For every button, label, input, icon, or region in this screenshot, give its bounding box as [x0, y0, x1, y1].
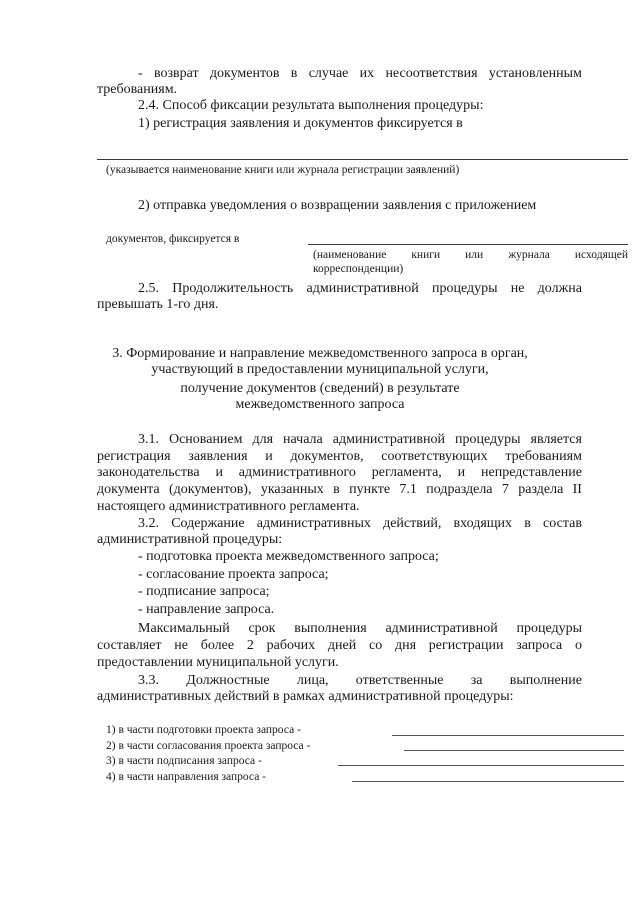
word: 2: [246, 638, 254, 653]
word: установленным: [488, 66, 582, 81]
word: раздела: [518, 482, 564, 497]
word: должна: [537, 281, 582, 296]
word: административной: [306, 281, 419, 296]
word: регистрации: [428, 638, 504, 653]
word: документов,: [290, 449, 364, 464]
blank-line-part-1[interactable]: [392, 735, 624, 736]
word: -: [138, 66, 143, 81]
list-item: - подписание запроса;: [138, 584, 270, 599]
word: в: [333, 482, 340, 497]
word: не: [510, 281, 525, 296]
para-3-1-line4: [97, 482, 582, 498]
list-item: - направление запроса.: [138, 602, 275, 617]
word: 2.5.: [138, 281, 159, 296]
word: административных: [256, 516, 371, 531]
note-journal-name: (указывается наименование книги или журнала регистрации заявлений): [106, 164, 460, 176]
word: не: [174, 638, 188, 653]
para-3-3-line1: [138, 673, 582, 689]
section-3-heading-line2: участвующий в предоставлении муниципальной услуги,: [151, 362, 489, 377]
para-3-1-line3: [97, 465, 582, 481]
list-item: - согласование проекта запроса;: [138, 567, 329, 582]
para-3-2-line2: административной процедуры:: [97, 532, 283, 547]
word: Продолжительность: [172, 281, 294, 296]
para-max-term-line3: предоставлении муниципальной услуги.: [97, 655, 339, 670]
section-3-heading-line1: 3. Формирование и направление межведомственного запроса в орган,: [112, 346, 528, 361]
word: их: [359, 66, 375, 81]
list-item: - подготовка проекта межведомственного запроса;: [138, 549, 439, 564]
responsible-part-4: 4) в части направления запроса -: [106, 771, 267, 783]
word: действий,: [383, 516, 442, 531]
word: II: [572, 482, 582, 497]
word: начала: [283, 432, 323, 447]
word: ответственные: [355, 673, 444, 688]
word: возврат: [153, 66, 199, 81]
word: выполнение: [509, 673, 582, 688]
note-correspondence-cont: корреспонденции): [313, 263, 404, 275]
word: 3.1.: [138, 432, 159, 447]
word: заявления: [188, 449, 248, 464]
word: пункте: [349, 482, 391, 497]
word: состав: [543, 516, 582, 531]
word: Основанием: [168, 432, 243, 447]
word: лица,: [296, 673, 329, 688]
section-3-heading-line4: межведомственного запроса: [235, 397, 405, 412]
word: процедуры: [431, 281, 498, 296]
word: (документов),: [168, 482, 252, 497]
word: за: [470, 673, 483, 688]
blank-line-correspondence[interactable]: [308, 244, 628, 245]
subheading-2-4: 2.4. Способ фиксации результата выполнения процедуры:: [138, 98, 484, 113]
line-duration-cont: превышать 1-го дня.: [97, 297, 219, 312]
word: более: [200, 638, 235, 653]
word: процедуры: [516, 621, 582, 636]
word: выполнения: [294, 621, 367, 636]
word: регламента,: [371, 465, 442, 480]
word: 3.3.: [138, 673, 159, 688]
word: (наименование: [313, 249, 387, 261]
word: регистрация: [97, 449, 171, 464]
line-duration: [138, 281, 582, 297]
word: 7.1: [399, 482, 417, 497]
word: срок: [248, 621, 276, 636]
word: запроса: [516, 638, 563, 653]
word: исходящей: [574, 249, 628, 261]
word: со: [368, 638, 383, 653]
word: дней: [327, 638, 357, 653]
word: является: [530, 432, 582, 447]
word: о: [574, 638, 582, 653]
blank-line-journal[interactable]: [97, 159, 628, 160]
blank-line-part-2[interactable]: [404, 750, 624, 751]
word: или: [465, 249, 484, 261]
word: 3.2.: [138, 516, 159, 531]
word: несоответствия: [385, 66, 478, 81]
word: входящих: [453, 516, 513, 531]
word: книги: [411, 249, 441, 261]
blank-line-part-3[interactable]: [338, 765, 624, 766]
word: журнала: [508, 249, 550, 261]
word: 7: [501, 482, 509, 497]
word: указанных: [260, 482, 324, 497]
word: и: [457, 465, 466, 480]
word: и: [215, 465, 223, 480]
responsible-part-2: 2) в части согласования проекта запроса -: [106, 740, 311, 752]
word: в: [524, 516, 531, 531]
word: случае: [308, 66, 349, 81]
line-documents-recorded: документов, фиксируется в: [106, 233, 240, 245]
para-3-2-line1: [138, 516, 582, 532]
word: процедуры: [454, 432, 521, 447]
para-3-1-line2: [97, 449, 582, 465]
line-requirements: требованиям.: [97, 82, 178, 97]
word: документов: [209, 66, 280, 81]
word: административной: [385, 621, 498, 636]
note-correspondence: [313, 249, 628, 262]
line-return-documents: [138, 66, 582, 82]
word: соответствующих: [381, 449, 488, 464]
word: дня: [394, 638, 417, 653]
word: составляет: [97, 638, 162, 653]
word: рабочих: [266, 638, 316, 653]
word: непредставление: [481, 465, 582, 480]
word: административного: [238, 465, 356, 480]
word: для: [252, 432, 274, 447]
para-max-term-line2: [97, 638, 582, 654]
line-notice-sending: 2) отправка уведомления о возвращении заявления с приложением: [138, 198, 537, 213]
word: законодательства: [97, 465, 200, 480]
word: документа: [97, 482, 160, 497]
para-3-1-line1: [138, 432, 582, 448]
word: подраздела: [426, 482, 493, 497]
word: требованиям: [505, 449, 582, 464]
blank-line-part-4[interactable]: [352, 781, 624, 782]
word: и: [265, 449, 273, 464]
section-3-heading-line3: получение документов (сведений) в результате: [180, 381, 460, 396]
word: Должностные: [186, 673, 270, 688]
word: административной: [332, 432, 445, 447]
para-max-term-line1: [138, 621, 582, 637]
responsible-part-1: 1) в части подготовки проекта запроса -: [106, 724, 301, 736]
responsible-part-3: 3) в части подписания запроса -: [106, 755, 262, 767]
para-3-1-line5: настоящего административного регламента.: [97, 499, 360, 514]
word: Содержание: [171, 516, 245, 531]
line-registration-recorded: 1) регистрация заявления и документов фиксируется в: [138, 116, 463, 131]
word: в: [290, 66, 298, 81]
para-3-3-line2: административных действий в рамках административной процедуры:: [97, 689, 514, 704]
word: Максимальный: [138, 621, 230, 636]
